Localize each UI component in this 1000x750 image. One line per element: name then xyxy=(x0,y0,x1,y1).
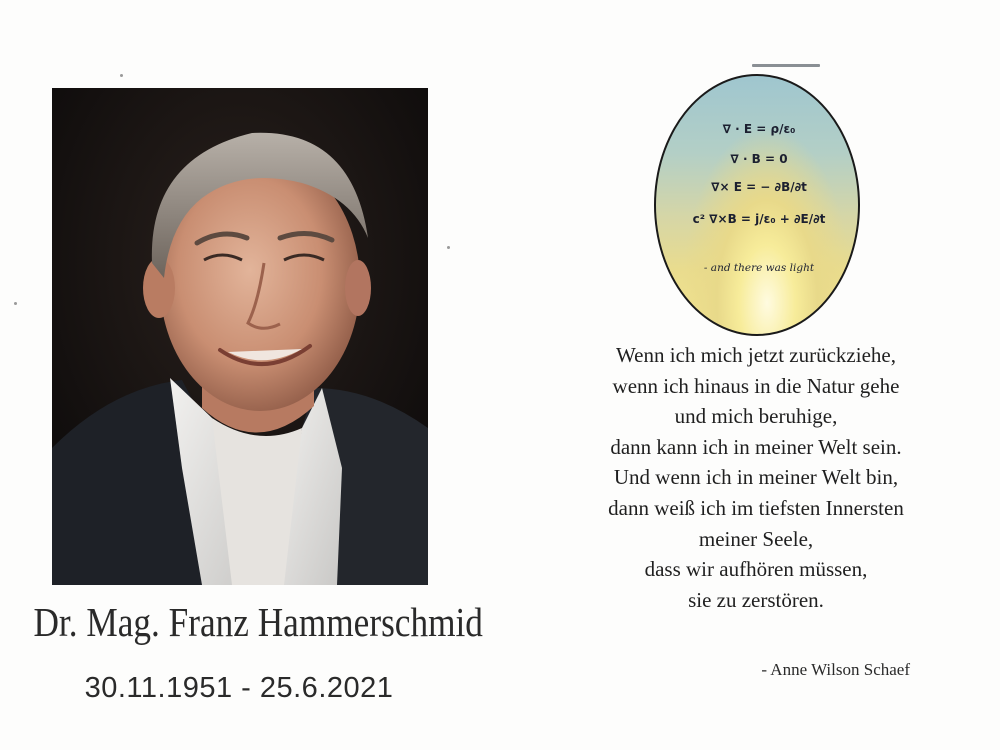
equation-ampere: c² ∇×B = j/ε₀ + ∂E/∂t xyxy=(692,212,826,226)
poem-line: dass wir aufhören müssen, xyxy=(644,557,868,582)
scan-speck xyxy=(447,246,450,249)
scan-speck xyxy=(14,302,17,305)
scan-speck xyxy=(120,74,123,77)
portrait-illustration xyxy=(52,88,428,585)
maxwell-equations-oval xyxy=(654,74,860,336)
hanger-mark xyxy=(752,64,820,67)
poem-line: Und wenn ich in meiner Welt bin, xyxy=(613,465,899,490)
deceased-name: Dr. Mag. Franz Hammerschmid xyxy=(33,599,483,645)
poem-line: und mich beruhige, xyxy=(674,404,838,429)
portrait-photo xyxy=(52,88,428,585)
life-dates: 30.11.1951 - 25.6.2021 xyxy=(84,672,394,704)
poem-line: dann kann ich in meiner Welt sein. xyxy=(610,434,902,459)
poem-line: dann weiß ich im tiefsten Innersten xyxy=(608,495,904,520)
equation-gauss-magnetism: ∇ · B = 0 xyxy=(730,152,788,166)
poem xyxy=(556,340,956,615)
poem-line: Wenn ich mich jetzt zurückziehe, xyxy=(616,343,896,367)
equation-faraday: ∇× E = − ∂B/∂t xyxy=(711,180,807,194)
poem-line: wenn ich hinaus in die Natur gehe xyxy=(612,373,900,398)
poem-line: meiner Seele, xyxy=(698,526,814,551)
poem-line: sie zu zerstören. xyxy=(688,587,824,612)
equation-caption: - and there was light xyxy=(703,262,815,274)
equation-gauss: ∇ · E = ρ/ε₀ xyxy=(722,122,796,136)
poem-author: - Anne Wilson Schaef xyxy=(761,660,910,679)
